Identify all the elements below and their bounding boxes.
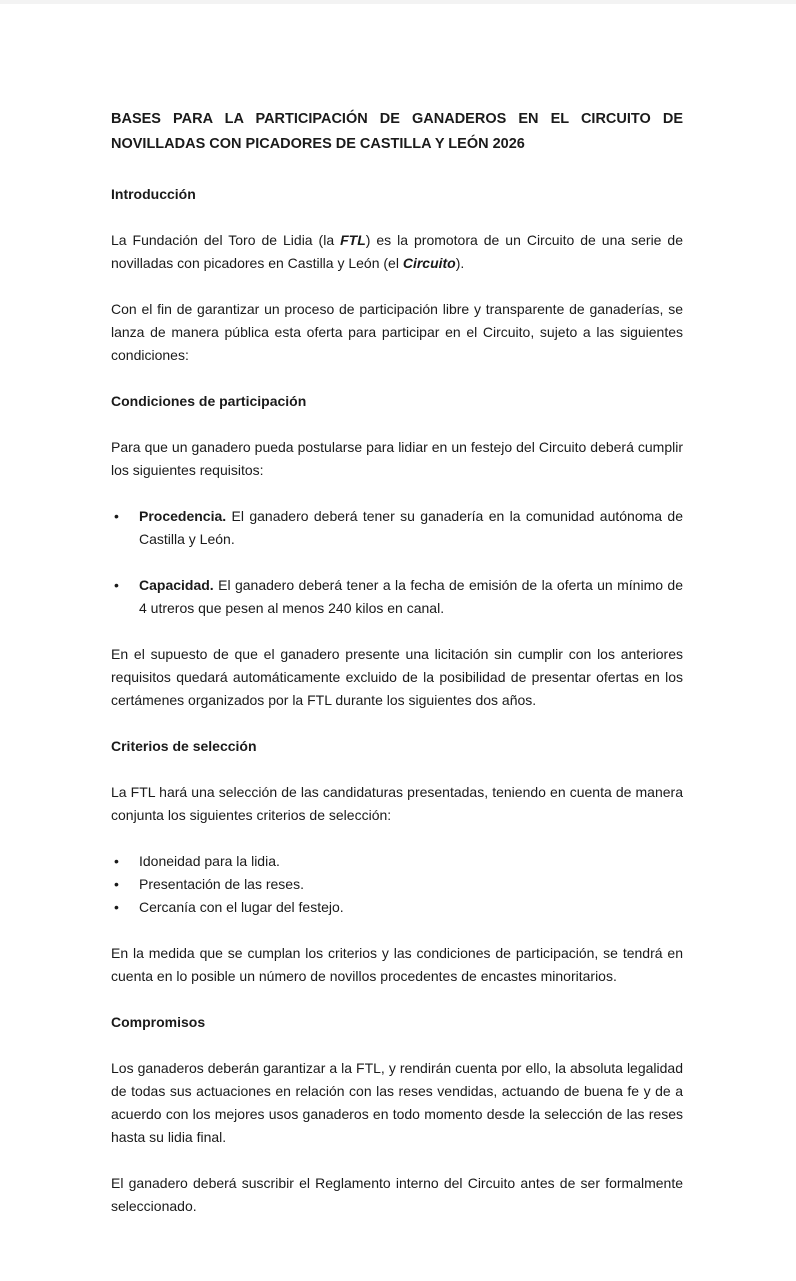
text-run-circuito: Circuito (402, 255, 456, 271)
text-run-ftl: FTL (340, 232, 366, 248)
list-item-text: Presentación de las reses. (139, 876, 304, 892)
document-title: BASES PARA LA PARTICIPACIÓN DE GANADEROS EN EL CIRCUITO DE NOVILLADAS CON PICADORES DE CASTILLA Y LEÓN 2026 (111, 111, 683, 152)
list-item-text: Cercanía con el lugar del festejo. (139, 899, 344, 915)
paragraph-condiciones-1: Para que un ganadero pueda postularse para lidiar en un festejo del Circuito deberá cumplir los siguientes requisitos: (111, 439, 683, 478)
heading-compromisos: Compromisos (111, 1014, 206, 1030)
list-item-procedencia (111, 505, 683, 551)
paragraph-criterios-1: La FTL hará una selección de las candidaturas presentadas, teniendo en cuenta de manera conjunta los siguientes criterios de selección: (111, 784, 683, 823)
paragraph-compromisos-1: Los ganaderos deberán garantizar a la FTL, y rendirán cuenta por ello, la absoluta legalidad de todas sus actuaciones en relación con las reses vendidas, actuando de buena fe y de a acuerdo con los mejores usos ganaderos en todo momento desde la selección de las reses hasta su lidia final. (111, 1060, 683, 1145)
paragraph-compromisos-2: El ganadero deberá suscribir el Reglamento interno del Circuito antes de ser formalmente seleccionado. (111, 1175, 683, 1214)
text-run: ) es la promotora de un Circuito de una serie de novilladas con picadores en Castilla y León (el (111, 232, 683, 271)
list-item-lead: Capacidad. (139, 577, 214, 593)
paragraph-intro-1 (111, 229, 683, 275)
condiciones-bullet-list (111, 505, 683, 620)
list-item-text: Idoneidad para la lidia. (139, 853, 280, 869)
heading-criterios: Criterios de selección (111, 738, 257, 754)
list-item-cercania (111, 896, 683, 919)
bullet-icon: • (114, 876, 119, 892)
bullet-icon: • (114, 508, 119, 524)
bullet-icon: • (114, 577, 119, 593)
paragraph-condiciones-2: En el supuesto de que el ganadero presente una licitación sin cumplir con los anteriores requisitos quedará automáticamente excluido de la posibilidad de presentar ofertas en los certámenes organizados por la FTL durante los siguientes dos años. (111, 646, 683, 708)
paragraph-criterios-2: En la medida que se cumplan los criterios y las condiciones de participación, se tendrá en cuenta en lo posible un número de novillos procedentes de encastes minoritarios. (111, 945, 683, 984)
page-top-edge (0, 0, 796, 4)
text-run: ). (455, 255, 465, 271)
criterios-bullet-list (111, 850, 683, 919)
list-item-idoneidad (111, 850, 683, 873)
list-item-text: El ganadero deberá tener su ganadería en la comunidad autónoma de Castilla y León. (139, 508, 683, 547)
heading-condiciones: Condiciones de participación (111, 393, 307, 409)
text-run: La Fundación del Toro de Lidia (la (111, 232, 341, 248)
list-item-text: El ganadero deberá tener a la fecha de emisión de la oferta un mínimo de 4 utreros que pesen al menos 240 kilos en canal. (139, 577, 683, 616)
list-item-capacidad (111, 574, 683, 620)
list-item-lead: Procedencia. (139, 508, 227, 524)
list-item-presentacion (111, 873, 683, 896)
bullet-icon: • (114, 899, 119, 915)
heading-introduccion: Introducción (111, 186, 196, 202)
paragraph-intro-2: Con el fin de garantizar un proceso de participación libre y transparente de ganaderías, se lanza de manera pública esta oferta para participar en el Circuito, sujeto a las siguientes condiciones: (111, 301, 683, 363)
bullet-icon: • (114, 853, 119, 869)
